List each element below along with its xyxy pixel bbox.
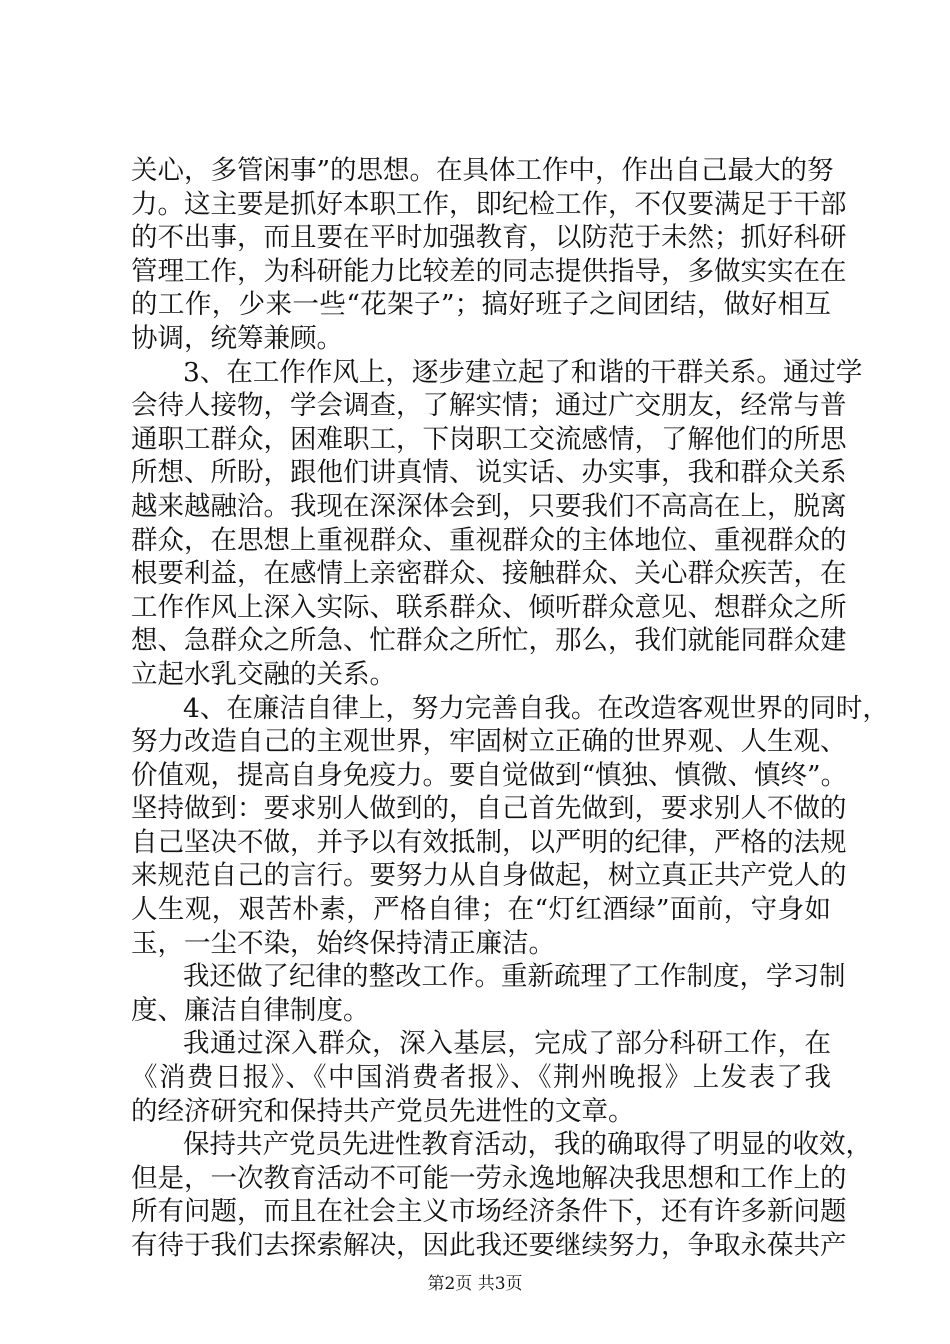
text-line: 人生观，艰苦朴素，严格自律；在“灯红酒绿”面前，守身如	[131, 894, 831, 926]
text-line: 关心，多管闲事”的思想。在具体工作中，作出自己最大的努	[131, 155, 834, 186]
text-line: 3、在工作作风上，逐步建立起了和谐的干群关系。通过学	[183, 356, 863, 388]
paragraph	[131, 1027, 831, 1128]
paragraph	[131, 356, 863, 692]
paragraph	[131, 692, 889, 961]
text-line: 但是，一次教育活动不可能一劳永逸地解决我思想和工作上的	[131, 1162, 847, 1194]
text-line: 《消费日报》、《中国消费者报》、《荆州晚报》上发表了我	[131, 1062, 831, 1094]
text-line: 玉，一尘不染，始终保持清正廉洁。	[131, 927, 555, 959]
text-line: 我还做了纪律的整改工作。重新疏理了工作制度，学习制	[183, 961, 846, 993]
text-line: 管理工作，为科研能力比较差的同志提供指导，多做实实在在	[131, 255, 847, 287]
text-line: 有待于我们去探索解决，因此我还要继续努力，争取永葆共产	[131, 1230, 847, 1261]
text-line: 越来越融洽。我现在深深体会到，只要我们不高高在上，脱离	[131, 490, 847, 522]
document-body	[131, 154, 889, 1263]
paragraph	[131, 1128, 872, 1262]
text-line: 价值观，提高自身免疫力。要自觉做到“慎独、慎微、慎终”。	[131, 759, 848, 791]
text-line: 通职工群众，困难职工，下岗职工交流感情，了解他们的所思	[131, 423, 847, 455]
text-line: 所有问题，而且在社会主义市场经济条件下，还有许多新问题	[131, 1196, 847, 1228]
text-line: 想、急群众之所急、忙群众之所忙，那么，我们就能同群众建	[131, 625, 847, 657]
text-line: 努力改造自己的主观世界，牢固树立正确的世界观、人生观、	[131, 726, 847, 758]
text-line: 保持共产党员先进性教育活动，我的确取得了明显的收效，	[183, 1129, 872, 1161]
text-line: 的工作，少来一些“花架子”；搞好班子之间团结，做好相互	[131, 289, 831, 321]
text-line: 度、廉洁自律制度。	[131, 994, 370, 1026]
text-line: 所想、所盼，跟他们讲真情、说实话、办实事，我和群众关系	[131, 457, 847, 489]
page-footer	[0, 1274, 950, 1294]
text-line: 我通过深入群众，深入基层，完成了部分科研工作，在	[183, 1028, 831, 1060]
paragraph	[131, 960, 846, 1027]
text-line: 力。这主要是抓好本职工作，即纪检工作，不仅要满足于干部	[131, 188, 847, 220]
text-line: 工作作风上深入实际、联系群众、倾听群众意见、想群众之所	[131, 591, 847, 623]
text-line: 坚持做到：要求别人做到的，自己首先做到，要求别人不做的	[131, 793, 847, 825]
text-line: 根要利益，在感情上亲密群众、接触群众、关心群众疾苦，在	[131, 558, 847, 590]
text-line: 自己坚决不做，并予以有效抵制，以严明的纪律，严格的法规	[131, 826, 847, 858]
text-line: 4、在廉洁自律上，努力完善自我。在改造客观世界的同时，	[183, 692, 889, 724]
page-number-label: 第2页 共3页	[427, 1274, 523, 1294]
text-line: 协调，统筹兼顾。	[131, 322, 343, 354]
text-line: 群众，在思想上重视群众、重视群众的主体地位、重视群众的	[131, 524, 847, 556]
text-line: 立起水乳交融的关系。	[131, 658, 396, 690]
text-line: 的不出事，而且要在平时加强教育，以防范于未然；抓好科研	[131, 222, 847, 254]
text-line: 会待人接物，学会调查，了解实情；通过广交朋友，经常与普	[131, 390, 847, 422]
paragraph	[131, 154, 847, 356]
text-line: 来规范自己的言行。要努力从自身做起，树立真正共产党人的	[131, 860, 847, 892]
text-line: 的经济研究和保持共产党员先进性的文章。	[131, 1095, 635, 1127]
